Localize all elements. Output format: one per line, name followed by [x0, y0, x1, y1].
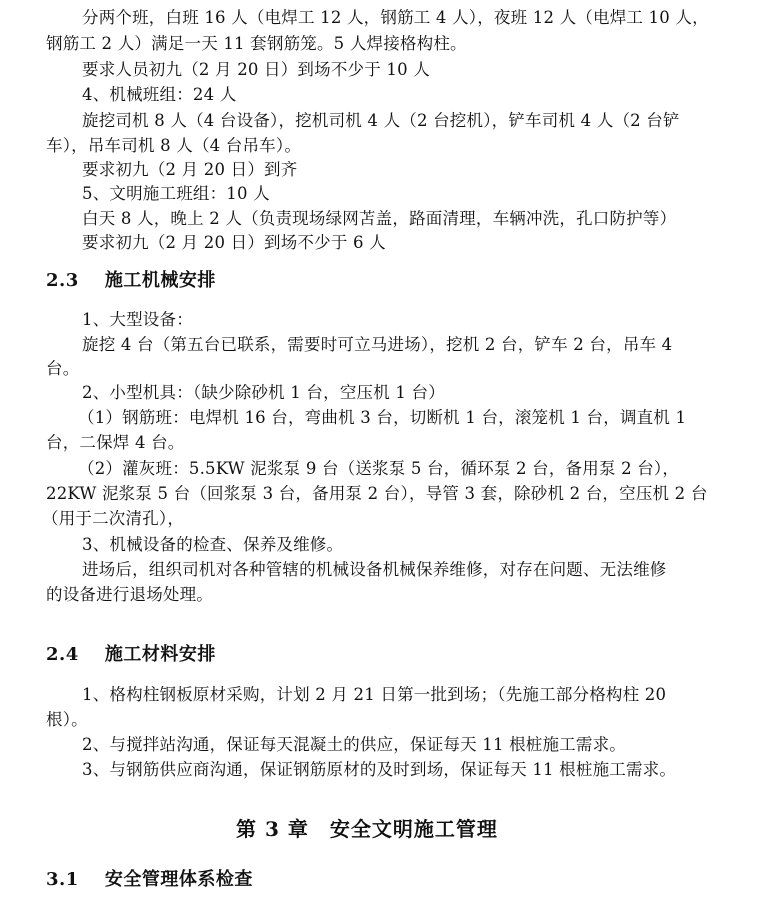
text-line: 分两个班，白班 16 人（电焊工 12 人，钢筋工 4 人），夜班 12 人（电焊工 10 人，	[82, 8, 709, 27]
text-line: 台，二保焊 4 台。	[46, 433, 185, 452]
text-line: 要求初九（2 月 20 日）到齐	[82, 160, 298, 179]
section-title: 施工机械安排	[104, 270, 216, 291]
text-line: （用于二次清孔），	[42, 509, 185, 528]
chapter-heading: 第 3 章 安全文明施工管理	[236, 817, 498, 841]
section-heading-3-1	[46, 868, 253, 892]
text-line: 进场后，组织司机对各种管辖的机械设备机械保养维修，对存在问题、无法维修	[82, 560, 667, 579]
text-line: 白天 8 人，晚上 2 人（负责现场绿网苫盖，路面清理，车辆冲洗，孔口防护等）	[82, 209, 677, 228]
text-line: 4、机械班组：24 人	[82, 85, 237, 104]
section-title: 安全管理体系检查	[104, 869, 253, 890]
text-line: 要求初九（2 月 20 日）到场不少于 6 人	[82, 233, 386, 252]
text-line: （1）钢筋班：电焊机 16 台，弯曲机 3 台，切断机 1 台，滚笼机 1 台，调直机 1	[78, 408, 687, 427]
text-line: 1、大型设备：	[82, 310, 193, 329]
text-line: 台。	[46, 359, 80, 378]
text-line: 5、文明施工班组：10 人	[82, 184, 270, 203]
section-number: 2.3	[46, 270, 79, 291]
text-line: 要求人员初九（2 月 20 日）到场不少于 10 人	[82, 60, 430, 79]
text-line: 钢筋工 2 人）满足一天 11 套钢筋笼。5 人焊接格构柱。	[46, 34, 467, 53]
text-line: 的设备进行退场处理。	[46, 585, 213, 604]
text-line: 3、机械设备的检查、保养及维修。	[82, 535, 344, 554]
text-line: 根）。	[46, 710, 88, 729]
section-number: 2.4	[46, 644, 79, 665]
text-line: 旋挖 4 台（第五台已联系，需要时可立马进场），挖机 2 台，铲车 2 台，吊车 4	[82, 335, 673, 354]
section-number: 3.1	[46, 869, 79, 890]
section-title: 施工材料安排	[104, 644, 216, 665]
text-line: （2）灌灰班：5.5KW 泥浆泵 9 台（送浆泵 5 台，循环泵 2 台，备用泵 2 台），	[78, 459, 680, 478]
text-line: 2、与搅拌站沟通，保证每天混凝土的供应，保证每天 11 根桩施工需求。	[82, 735, 626, 754]
section-heading-2-4	[46, 643, 216, 667]
text-line: 1、格构柱钢板原材采购，计划 2 月 21 日第一批到场；（先施工部分格构柱 20	[82, 685, 667, 704]
text-line: 3、与钢筋供应商沟通，保证钢筋原材的及时到场，保证每天 11 根桩施工需求。	[82, 760, 677, 779]
text-line: 旋挖司机 8 人（4 台设备），挖机司机 4 人（2 台挖机），铲车司机 4 人（2 台铲	[82, 111, 680, 130]
section-heading-2-3	[46, 269, 216, 293]
text-line: 车），吊车司机 8 人（4 台吊车）。	[46, 136, 302, 155]
text-line: 22KW 泥浆泵 5 台（回浆泵 3 台，备用泵 2 台），导管 3 套，除砂机 2 台，空压机 2 台	[46, 484, 708, 503]
text-line: 2、小型机具：（缺少除砂机 1 台，空压机 1 台）	[82, 383, 445, 402]
